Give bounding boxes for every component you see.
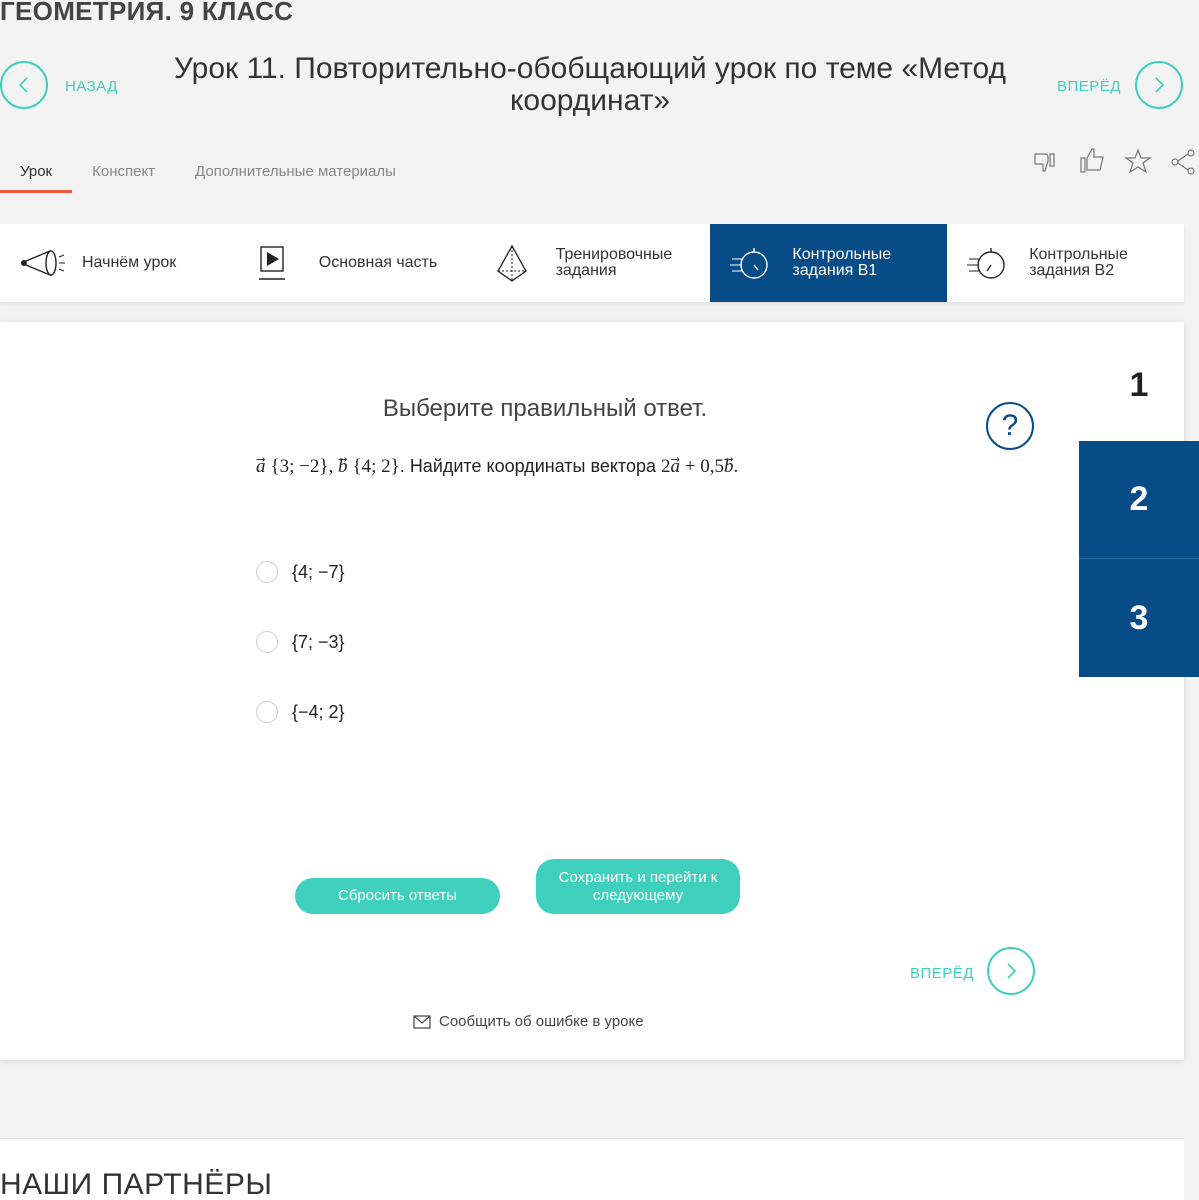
vector-b: b [338,456,348,477]
forward-button-top[interactable] [1135,61,1183,109]
question-number-2[interactable]: 2 [1079,441,1199,559]
radio-button[interactable] [256,631,278,653]
stopwatch-icon [965,243,1013,283]
thumbs-up-icon[interactable] [1077,146,1107,176]
chevron-right-icon [1149,75,1169,95]
partners-title: НАШИ ПАРТНЁРЫ [0,1168,273,1200]
reset-answers-button[interactable]: Сбросить ответы [295,878,500,914]
report-error-link[interactable] [413,1013,644,1030]
step-label: Контрольные задания В1 [792,246,892,279]
step-control-b1[interactable] [710,224,947,302]
back-button[interactable] [0,61,48,109]
question-number-3[interactable]: 3 [1079,559,1199,677]
task-instruction: Выберите правильный ответ. [382,395,708,422]
step-control-b2[interactable] [947,224,1184,302]
option-label: {4; −7} [292,561,345,582]
lesson-actions [1031,146,1199,176]
vector-a-coords: {3; −2} [270,456,329,477]
forward-link-top[interactable]: ВПЕРЁД [1057,78,1121,95]
chevron-right-icon [1001,961,1021,981]
tab-materials[interactable]: Дополнительные материалы [195,163,396,180]
step-start[interactable] [0,224,237,302]
thumbs-down-icon[interactable] [1031,146,1061,176]
radio-button[interactable] [256,701,278,723]
radio-button[interactable] [256,561,278,583]
tab-lesson[interactable]: Урок [0,160,72,193]
tab-summary[interactable]: Конспект [92,163,156,180]
step-label: Начнём урок [82,254,177,271]
step-main[interactable] [237,224,474,302]
forward-link-bottom[interactable]: ВПЕРЁД [910,965,974,982]
pyramid-icon [492,243,540,283]
option-label: {−4; 2} [292,701,345,722]
step-label: Контрольные задания В2 [1029,246,1128,279]
question-prompt: Найдите координаты вектора [409,456,657,476]
step-training[interactable] [474,224,711,302]
question-mark-icon: ? [1001,409,1019,442]
vector-a: a [256,456,266,477]
chevron-left-icon [14,75,34,95]
report-error-label: Сообщить об ошибке в уроке [439,1013,644,1030]
expression: 2a⃗ + 0,5b⃗. [661,456,739,477]
stopwatch-icon [728,243,776,283]
star-icon[interactable] [1123,146,1153,176]
option-label: {7; −3} [292,631,345,652]
play-icon [255,243,303,283]
lesson-steps [0,224,1184,302]
answer-option[interactable] [256,631,345,653]
question-number-1[interactable]: 1 [1129,365,1149,404]
save-next-button[interactable]: Сохранить и перейти к следующему [536,859,740,914]
task-question: a {3; −2}, b {4; 2}. Найдите координаты вектора 2a⃗ + 0,5b⃗. [256,456,739,477]
step-label: Основная часть [318,254,438,271]
forward-button-bottom[interactable] [987,947,1035,995]
answer-option[interactable] [256,561,345,583]
lesson-tabs [0,160,436,193]
help-button[interactable] [986,402,1034,450]
back-link[interactable]: НАЗАД [65,78,118,95]
vector-b-coords: {4; 2} [352,456,400,477]
megaphone-icon [18,243,66,283]
lesson-title: Урок 11. Повторительно-обобщающий урок по теме «Метод координат» [173,52,1007,117]
course-title: ГЕОМЕТРИЯ. 9 КЛАСС [0,0,294,26]
envelope-icon [413,1015,431,1029]
share-icon[interactable] [1169,146,1199,176]
answer-option[interactable] [256,701,345,723]
step-label: Тренировочные задания [555,246,673,279]
